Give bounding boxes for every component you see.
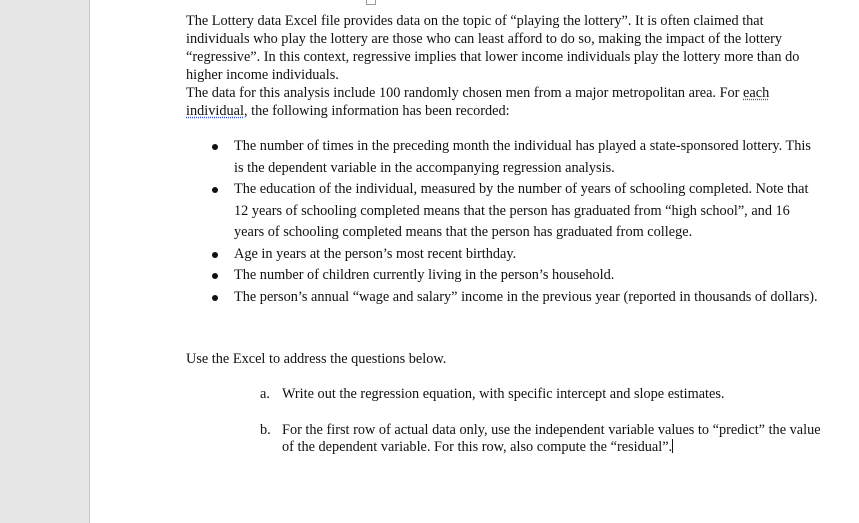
document-body[interactable] [186,12,821,475]
bullet-icon [212,295,218,301]
list-item-text: Age in years at the person’s most recent birthday. [234,245,517,262]
intro-paragraph-1: The Lottery data Excel file provides data on the topic of “playing the lottery”. It is often claimed that individuals who play the lottery are those who can least afford to do so, making the impact of the lottery “regressive”. In this context, regressive implies that lower income individuals play the lottery more than do higher income individuals. [186,13,800,83]
bullet-icon [212,273,218,279]
question-text: For the first row of actual data only, use the independent variable values to “predict” the value of the dependent variable. For this row, also compute the “residual”. [282,421,821,455]
intro-paragraph-2-end: , the following information has been recorded: [243,103,510,119]
list-item-text: The person’s annual “wage and salary” income in the previous year (reported in thousands of dollars). [234,288,818,305]
variable-list [186,136,821,308]
intro-paragraph-2 [186,84,821,120]
bullet-icon [212,252,218,258]
list-item-text: The number of times in the preceding month the individual has played a state-sponsored lottery. This is the dependent variable in the accompanying regression analysis. [234,138,811,176]
list-item-text: The education of the individual, measured by the number of years of schooling completed. Note that 12 years of schooling completed means that the person has graduated from “high school”, and 16 years of schooling completed means that the person has graduated from college. [234,181,809,240]
question-item-a [186,386,821,404]
ruler-marker [366,0,376,5]
list-item [186,287,821,309]
list-item [186,179,821,244]
list-item [186,244,821,266]
bullet-icon [212,144,218,150]
intro-paragraph-2-start: The data for this analysis include 100 randomly chosen men from a major metropolitan area. For [186,85,744,101]
question-text: Write out the regression equation, with specific intercept and slope estimates. [282,386,725,402]
list-item-text: The number of children currently living in the person’s household. [234,267,615,283]
list-item [186,136,821,179]
question-list [186,386,821,457]
spellcheck-underlined-text[interactable]: each individual [186,85,770,119]
instructions-text: Use the Excel to address the questions below. [186,351,447,367]
bullet-icon [212,187,218,193]
question-item-b [186,422,821,457]
question-letter: a. [260,386,270,402]
text-cursor [672,439,673,453]
list-item [186,265,821,287]
document-page[interactable] [89,0,859,523]
question-letter: b. [260,421,271,438]
